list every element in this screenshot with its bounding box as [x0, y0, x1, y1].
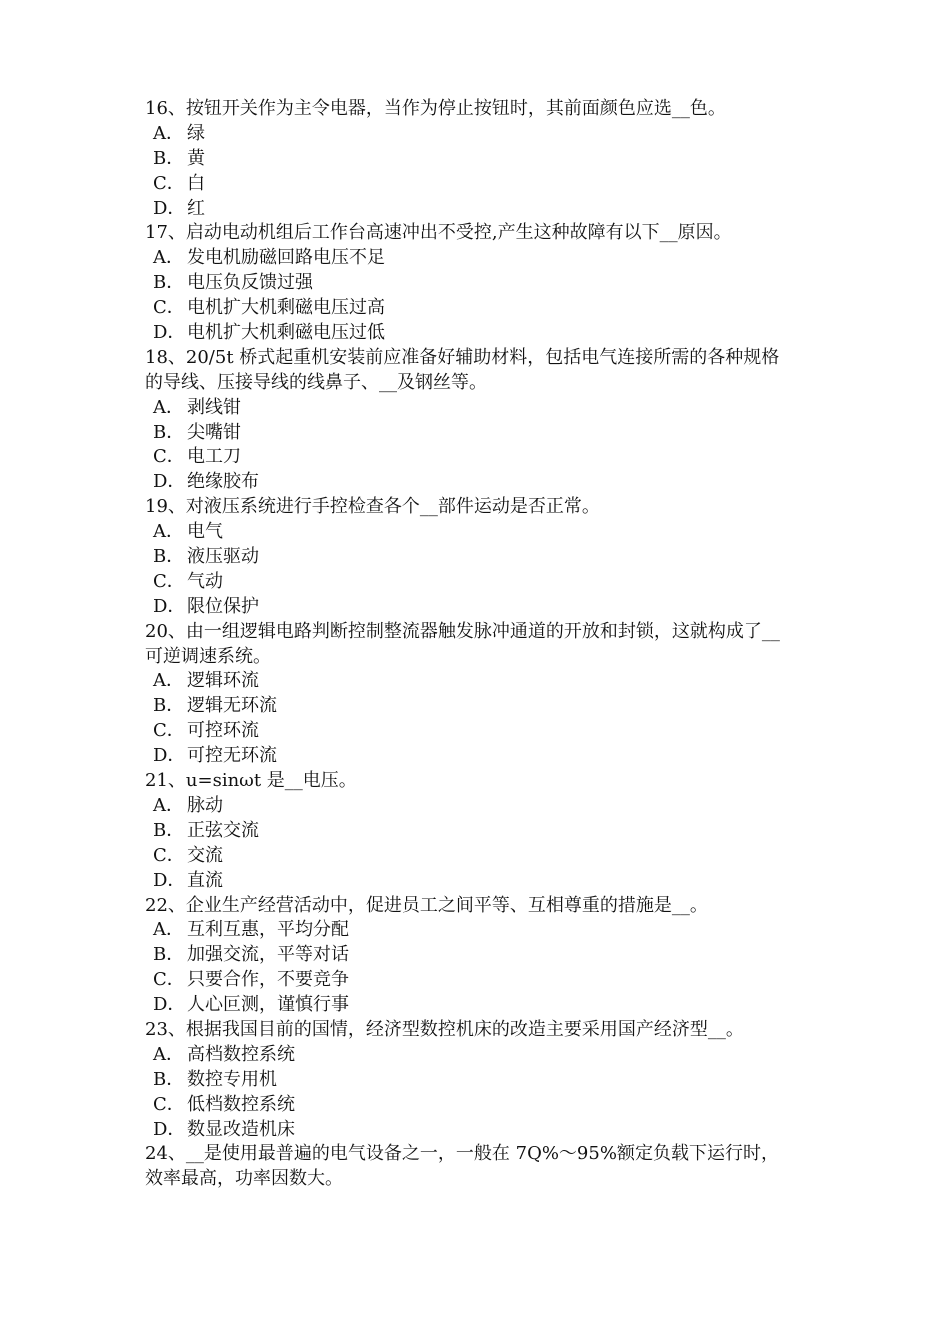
question-block [145, 97, 815, 221]
question-stem: 可逆调速系统。 [145, 645, 271, 667]
option-letter: B． [153, 546, 185, 568]
question-stem: 18、20/5t 桥式起重机安装前应准备好辅助材料，包括电气连接所需的各种规格 [145, 346, 780, 368]
option-letter: D． [153, 869, 186, 891]
option-text: 只要合作，不要竞争 [187, 969, 349, 991]
answer-option [145, 1093, 815, 1118]
answer-option [145, 321, 815, 346]
answer-option [145, 296, 815, 321]
option-letter: D． [153, 745, 186, 767]
question-list [145, 97, 815, 1192]
option-letter: B． [153, 147, 185, 169]
answer-option [145, 869, 815, 894]
answer-option [145, 396, 815, 421]
option-text: 数显改造机床 [187, 1118, 295, 1140]
answer-option [145, 844, 815, 869]
option-text: 交流 [187, 844, 223, 866]
answer-option [145, 943, 815, 968]
answer-option [145, 570, 815, 595]
answer-option [145, 147, 815, 172]
option-text: 白 [187, 172, 205, 194]
option-text: 互利互惠，平均分配 [187, 919, 349, 941]
option-text: 可控无环流 [187, 745, 277, 767]
option-letter: A． [153, 396, 184, 418]
option-text: 绿 [187, 122, 205, 144]
question-block [145, 221, 815, 345]
answer-option [145, 1043, 815, 1068]
question-stem: 17、启动电动机组后工作台高速冲出不受控,产生这种故障有以下__原因。 [145, 222, 732, 244]
option-text: 气动 [187, 570, 223, 592]
option-letter: B． [153, 944, 185, 966]
question-stem: 24、__是使用最普遍的电气设备之一，一般在 7Q%～95%额定负载下运行时， [145, 1143, 779, 1165]
option-text: 逻辑环流 [187, 670, 259, 692]
option-letter: A． [153, 670, 184, 692]
answer-option [145, 246, 815, 271]
answer-option [145, 172, 815, 197]
answer-option [145, 122, 815, 147]
option-text: 红 [187, 197, 205, 219]
option-text: 脉动 [187, 794, 223, 816]
answer-option [145, 918, 815, 943]
question-stem: 23、根据我国目前的国情，经济型数控机床的改造主要采用国产经济型__。 [145, 1018, 744, 1040]
option-text: 高档数控系统 [187, 1043, 295, 1065]
question-stem: 22、企业生产经营活动中，促进员工之间平等、互相尊重的措施是__。 [145, 894, 708, 916]
option-letter: A． [153, 247, 184, 269]
option-text: 可控环流 [187, 720, 259, 742]
question-block [145, 495, 815, 619]
answer-option [145, 1068, 815, 1093]
option-text: 电气 [187, 521, 223, 543]
option-letter: C． [153, 570, 185, 592]
answer-option [145, 819, 815, 844]
option-letter: A． [153, 794, 184, 816]
answer-option [145, 669, 815, 694]
option-text: 绝缘胶布 [187, 471, 259, 493]
answer-option [145, 794, 815, 819]
option-letter: C． [153, 720, 185, 742]
option-letter: B． [153, 272, 185, 294]
answer-option [145, 470, 815, 495]
option-text: 直流 [187, 869, 223, 891]
option-letter: C． [153, 172, 185, 194]
option-letter: B． [153, 819, 185, 841]
answer-option [145, 1118, 815, 1143]
answer-option [145, 271, 815, 296]
option-text: 限位保护 [187, 595, 259, 617]
question-block [145, 1142, 815, 1192]
option-text: 液压驱动 [187, 546, 259, 568]
answer-option [145, 421, 815, 446]
option-letter: D． [153, 471, 186, 493]
question-block [145, 769, 815, 893]
option-text: 逻辑无环流 [187, 695, 277, 717]
answer-option [145, 719, 815, 744]
option-letter: A． [153, 122, 184, 144]
option-letter: D． [153, 322, 186, 344]
question-block [145, 620, 815, 769]
option-text: 尖嘴钳 [187, 421, 241, 443]
answer-option [145, 744, 815, 769]
question-stem: 20、由一组逻辑电路判断控制整流器触发脉冲通道的开放和封锁，这就构成了__ [145, 620, 780, 642]
question-stem: 19、对液压系统进行手控检查各个__部件运动是否正常。 [145, 496, 600, 518]
option-letter: B． [153, 421, 185, 443]
answer-option [145, 520, 815, 545]
option-letter: D． [153, 1118, 186, 1140]
option-text: 电机扩大机剩磁电压过低 [187, 322, 385, 344]
question-block [145, 346, 815, 495]
answer-option [145, 445, 815, 470]
option-letter: A． [153, 1043, 184, 1065]
option-text: 低档数控系统 [187, 1093, 295, 1115]
answer-option [145, 595, 815, 620]
option-text: 黄 [187, 147, 205, 169]
option-letter: C． [153, 297, 185, 319]
option-text: 电工刀 [187, 446, 241, 468]
answer-option [145, 694, 815, 719]
option-letter: D． [153, 197, 186, 219]
answer-option [145, 197, 815, 222]
question-stem: 21、u=sinωt 是__电压。 [145, 770, 357, 792]
question-stem: 16、按钮开关作为主令电器，当作为停止按钮时，其前面颜色应选__色。 [145, 98, 726, 119]
option-text: 剥线钳 [187, 396, 241, 418]
question-stem: 的导线、压接导线的线鼻子、__及钢丝等。 [145, 371, 487, 393]
option-letter: B． [153, 695, 185, 717]
option-letter: A． [153, 919, 184, 941]
answer-option [145, 968, 815, 993]
option-text: 电压负反馈过强 [187, 272, 313, 294]
answer-option [145, 545, 815, 570]
option-text: 正弦交流 [187, 819, 259, 841]
option-letter: C． [153, 446, 185, 468]
option-text: 电机扩大机剩磁电压过高 [187, 297, 385, 319]
option-letter: A． [153, 521, 184, 543]
option-letter: C． [153, 844, 185, 866]
question-block [145, 1018, 815, 1142]
question-stem: 效率最高，功率因数大。 [145, 1168, 343, 1190]
option-text: 加强交流，平等对话 [187, 944, 349, 966]
option-text: 人心叵测，谨慎行事 [187, 994, 349, 1016]
option-letter: D． [153, 595, 186, 617]
option-letter: D． [153, 994, 186, 1016]
answer-option [145, 993, 815, 1018]
option-letter: C． [153, 1093, 185, 1115]
option-letter: B． [153, 1068, 185, 1090]
option-text: 数控专用机 [187, 1068, 277, 1090]
option-text: 发电机励磁回路电压不足 [187, 247, 385, 269]
question-block [145, 894, 815, 1018]
option-letter: C． [153, 969, 185, 991]
